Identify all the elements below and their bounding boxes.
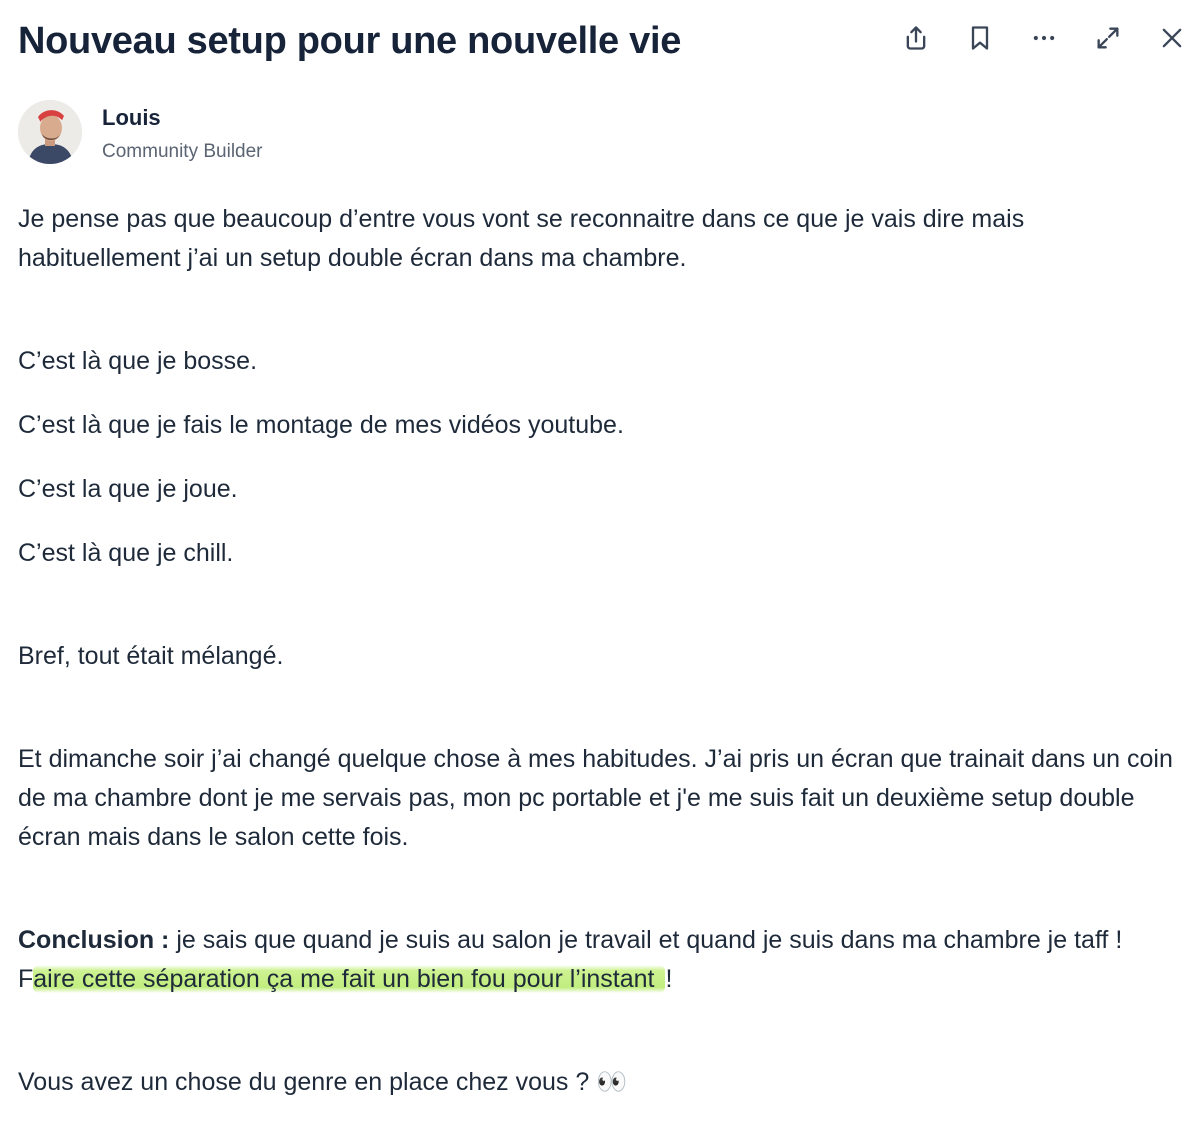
paragraph: Je pense pas que beaucoup d’entre vous vont se reconnaitre dans ce que je vais dire mais habituellement j’ai un setup double écran dans ma chambre.: [18, 205, 1025, 272]
author-role: Community Builder: [102, 141, 263, 162]
more-icon: [1030, 24, 1058, 52]
conclusion-paragraph: [18, 921, 1178, 999]
share-button[interactable]: [898, 18, 934, 58]
avatar[interactable]: [18, 100, 82, 164]
post-toolbar: [898, 18, 1190, 58]
author-block: [18, 100, 263, 164]
bookmark-button[interactable]: [962, 18, 998, 58]
close-icon: [1158, 24, 1186, 52]
expand-icon: [1094, 24, 1122, 52]
author-name[interactable]: Louis: [102, 105, 161, 130]
paragraph: C’est là que je bosse.: [18, 347, 258, 375]
paragraph: C’est là que je fais le montage de mes vidéos youtube.: [18, 411, 624, 439]
close-button[interactable]: [1154, 18, 1190, 58]
paragraph: Bref, tout était mélangé.: [18, 642, 284, 670]
post-body: [18, 200, 1178, 1102]
share-icon: [902, 24, 930, 52]
more-button[interactable]: [1026, 18, 1062, 58]
highlighted-text: aire cette séparation ça me fait un bien fou pour l’instant: [33, 965, 665, 993]
conclusion-label: Conclusion :: [18, 926, 170, 954]
paragraph: C’est la que je joue.: [18, 475, 238, 503]
paragraph: C’est là que je chill.: [18, 539, 234, 567]
bookmark-icon: [966, 24, 994, 52]
post-title: Nouveau setup pour une nouvelle vie: [18, 20, 682, 62]
paragraph: Vous avez un chose du genre en place chez vous ? 👀: [18, 1068, 628, 1096]
conclusion-text: je sais que quand je suis au salon je travail et quand je suis dans ma chambre je taff ! F: [18, 926, 1123, 993]
paragraph: Et dimanche soir j’ai changé quelque chose à mes habitudes. J’ai pris un écran que trainait dans un coin de ma chambre dont je me servais pas, mon pc portable et j'e me suis fait un deuxième setup double écran mais dans le salon cette fois.: [18, 745, 1173, 851]
expand-button[interactable]: [1090, 18, 1126, 58]
conclusion-end: !: [665, 965, 673, 993]
